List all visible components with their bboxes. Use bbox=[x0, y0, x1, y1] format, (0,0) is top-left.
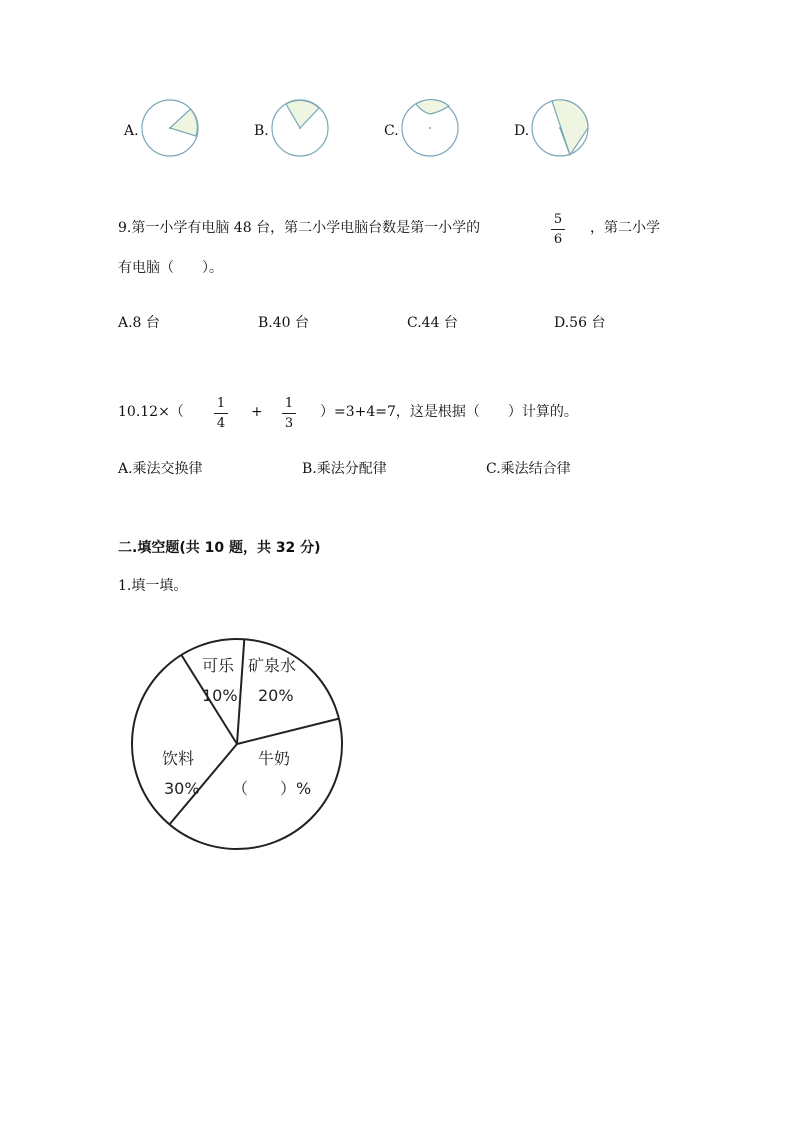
q8-option-a-diagram bbox=[140, 98, 202, 160]
fraction-bar bbox=[214, 413, 228, 414]
q9-text-line2: 有电脑（ ）。 bbox=[118, 260, 223, 276]
pie-chart bbox=[120, 628, 360, 858]
q10-fraction-1-numerator: 1 bbox=[216, 396, 226, 411]
q10-fraction-2-denominator: 3 bbox=[284, 416, 294, 431]
q10-fraction-1 bbox=[213, 396, 229, 431]
slice-label-cola: 可乐 bbox=[202, 656, 235, 675]
slice-value-drink: 30% bbox=[164, 779, 200, 798]
q8-option-b-label[interactable]: B. bbox=[254, 123, 269, 139]
q9-fraction bbox=[550, 212, 566, 247]
slice-value-milk: （ ）% bbox=[232, 779, 312, 798]
q8-option-d-diagram bbox=[530, 98, 592, 160]
q10-suffix: ）=3+4=7，这是根据（ ）计算的。 bbox=[320, 404, 578, 420]
fraction-bar bbox=[551, 229, 565, 230]
q8-option-d-label[interactable]: D. bbox=[514, 123, 530, 139]
q9-fraction-denominator: 6 bbox=[553, 232, 563, 247]
slice-label-milk: 牛奶 bbox=[258, 749, 291, 768]
q9-text-part1: 9.第一小学有电脑 48 台，第二小学电脑台数是第一小学的 bbox=[118, 220, 481, 236]
q9-option-d[interactable]: D.56 台 bbox=[554, 315, 606, 331]
q10-option-c[interactable]: C.乘法结合律 bbox=[486, 461, 571, 477]
q10-option-b[interactable]: B.乘法分配律 bbox=[302, 461, 387, 477]
q10-plus-sign: + bbox=[251, 404, 263, 420]
q8-option-b-diagram bbox=[270, 98, 332, 160]
q9-fraction-numerator: 5 bbox=[553, 212, 563, 227]
q10-fraction-1-denominator: 4 bbox=[216, 416, 226, 431]
slice-value-cola: 10% bbox=[202, 686, 238, 705]
section-heading: 二.填空题(共 10 题，共 32 分) bbox=[118, 540, 321, 556]
question-1-text: 1.填一填。 bbox=[118, 578, 188, 594]
q9-option-a[interactable]: A.8 台 bbox=[118, 315, 160, 331]
slice-value-water: 20% bbox=[258, 686, 294, 705]
fraction-bar bbox=[282, 413, 296, 414]
slice-label-water: 矿泉水 bbox=[248, 656, 297, 675]
q9-option-c[interactable]: C.44 台 bbox=[407, 315, 458, 331]
q10-fraction-2-numerator: 1 bbox=[284, 396, 294, 411]
q10-fraction-2 bbox=[281, 396, 297, 431]
slice-label-drink: 饮料 bbox=[162, 749, 195, 768]
q9-text-part2: ，第二小学 bbox=[590, 220, 660, 236]
q10-prefix: 10.12×（ bbox=[118, 404, 184, 420]
q10-option-a[interactable]: A.乘法交换律 bbox=[118, 461, 203, 477]
q9-option-b[interactable]: B.40 台 bbox=[258, 315, 310, 331]
q8-option-c-diagram bbox=[400, 98, 462, 160]
q8-option-c-label[interactable]: C. bbox=[384, 123, 399, 139]
q8-option-a-label[interactable]: A. bbox=[124, 123, 139, 139]
